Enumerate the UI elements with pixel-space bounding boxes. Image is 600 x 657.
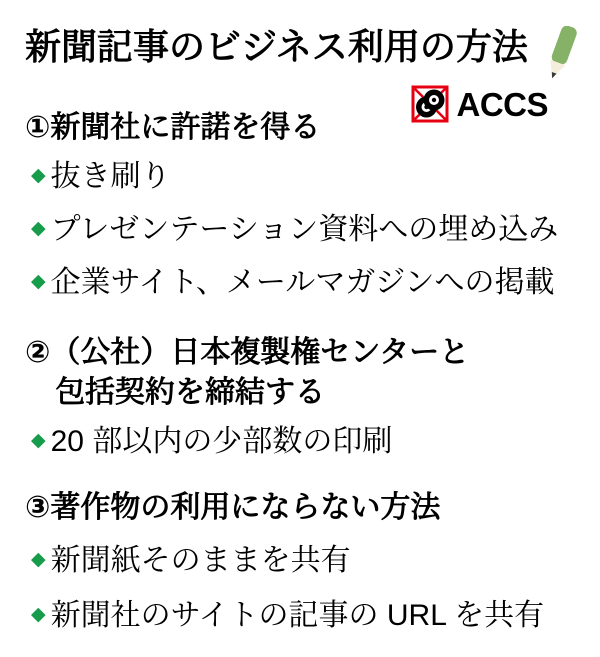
section-heading-text: ②（公社）日本複製権センターと [25,336,470,369]
no-copying-discs-icon [411,85,449,123]
section-non-copyright-use [25,488,590,634]
section-jrrc-contract [25,333,590,460]
diamond-bullet-icon: ◆ [31,271,46,292]
list-item [25,597,590,634]
list-item [25,264,590,301]
accs-logo [411,85,548,123]
list-item-text: 新聞社のサイトの記事の URL を共有 [50,599,545,632]
list-item-text: プレゼンテーション資料への埋め込み [50,213,559,246]
list-item [25,211,590,248]
diamond-bullet-icon: ◆ [31,604,46,625]
list-item [25,158,590,195]
list-item-text: 新聞紙そのままを共有 [50,544,351,577]
diamond-bullet-icon: ◆ [31,218,46,239]
section-heading [25,333,590,413]
list-item [25,423,590,460]
list-item [25,542,590,579]
diamond-bullet-icon: ◆ [31,549,46,570]
diamond-bullet-icon: ◆ [31,165,46,186]
pencil-icon [538,26,584,84]
section-heading-text: ①新聞社に許諾を得る [25,111,321,144]
section-heading-text: ③著作物の利用にならない方法 [25,491,441,524]
accs-logo-text: ACCS [456,85,548,123]
section-heading-text-line2: 包括契約を締結する [55,376,325,409]
section-heading [25,488,590,528]
list-item-text: 企業サイト、メールマガジンへの掲載 [50,266,555,299]
diamond-bullet-icon: ◆ [31,430,46,451]
section-permission [25,108,590,301]
list-item-text: 抜き刷り [50,160,171,193]
list-item-text: 20 部以内の少部数の印刷 [50,425,393,458]
title-row [25,26,590,84]
page-title: 新聞記事のビジネス利用の方法 [25,26,528,67]
